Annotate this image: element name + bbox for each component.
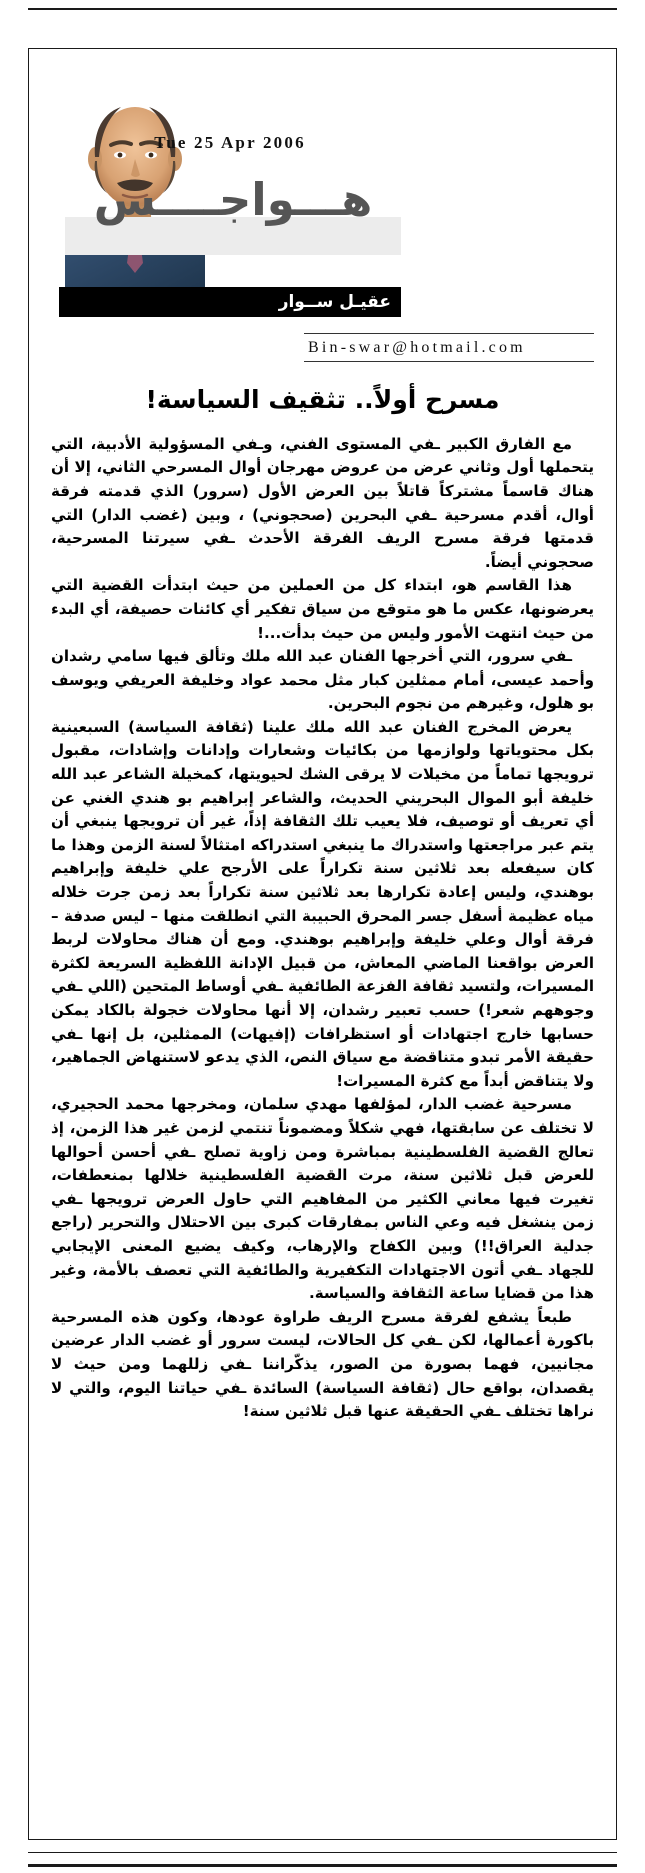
article-inner xyxy=(29,49,616,1839)
author-name: عقيـل ســوار xyxy=(278,292,391,312)
article-paragraph: طبعاً يشفع لفرقة مسرح الريف طراوة عودها، وكون هذه المسرحية باكورة أعمالها، لكن ـفي كل الحالات، ليست سرور أو غضب الدار عرضين مجانيين، فهما بصورة من الصور، يذكّراننا ـفي زللهما ومن حيث لا يقصدان، بواقع حال (ثقافة السياسة) السائدة ـفي حياتنا اليوم، والتي لا نراها تختلف ـفي الحقيقة عنها قبل ثلاثين سنة! xyxy=(51,1307,594,1421)
article-paragraph: هذا القاسم هو، ابتداء كل من العملين من حيث ابتدأت القضية التي يعرضونها، عكس ما هو متوقع من سياق تفكير أي كائنات حصيفة، أي البدء من حيث انتهت الأمور وليس من حيث بدأت...! xyxy=(51,576,594,642)
page-bottom-rule-thick xyxy=(28,1864,617,1867)
article-paragraph: مسرحية غضب الدار، لمؤلفها مهدي سلمان، ومخرجها محمد الحجيري، لا تختلف عن سابقتها، فهي شكلاً ومضموناً تنتمي لزمن غير هذا الزمن، إذ تعالج القضية الفلسطينية بمباشرة ومن زاوية تصلح ـفي أحسن أحوالها للعرض قبل ثلاثين سنة، مرت القضية الفلسطينية خلالها بمنعطفات، تغيرت فيها معاني الكثير من المفاهيم التي حاول العرض ترويجها ـفي زمن ينشغل فيه وعي الناس بمفارقات كبرى بين الاحتلال والتحرير (راجع جدلية العراق!!) وبين الكفاح والإرهاب، وكيف يضيع المعنى الإيجابي للجهاد ـفي أتون الاجتهادات التكفيرية والطائفية التي تعصف بالأمة، وغير هذا من قضايا ساعة الثقافة والسياسة. xyxy=(51,1095,594,1303)
page-bottom-rule-thin xyxy=(28,1852,617,1853)
article-paragraph: يعرض المخرج الفنان عبد الله ملك علينا (ثقافة السياسة) السبعينية بكل محتوياتها ولوازمها من بكائيات وشعارات وإدانات وإشادات، مقبول ترويجها تماماً من مخيلات لا يرقى الشك لحيويتها، كمخيلة الشاعر عبد الله خليفة أبو الموال البحريني الحديث، والشاعر إبراهيم بو هندي الغني عن أي تعريف أو توصيف، فلا يعيب تلك الثقافة إذاً، غير أن ترويجها ينبغي أن يتم عبر مراجعتها واستدراك ما ينبغي استدراكه امتثالاً لسنة الزمن وهذا ما كان سيفعله بعد ثلاثين سنة تكراراً على الأرجح علي خليفة وإبراهيم بوهندي، وليس إعادة تكرارها بعد ثلاثين سنة تكراراً بعد زمن جرت خلاله مياه عظيمة أسفل جسر المحرق الحبيبة التي انطلقت منها – ليس صدفة – فرقة أوال وعلي خليفة وإبراهيم بوهندي. ومع أن هناك محاولات لربط العرض بواقعنا الماضي المعاش، من قبيل الإدانة اللفظية السريعة لكثرة المسيرات، ولتسيد ثقافة الفزعة الطائفية ـفي أوساط المتحين (اللي ـفي وجوههم شعر!) حسب تعبير رشدان، إلا أنها محاولات خجولة بالكاد يمكن حسابها خارج اجتهادات أو استظرافات (إفيهات) الممثلين، بل إنها ـفي حقيقة الأمر تبدو متناقضة مع سياق النص، الذي يدعو لاستنهاض الجماهير، ولا يتناقض أبداً مع كثرة المسيرات! xyxy=(51,717,594,1090)
article-body xyxy=(51,433,594,1424)
article-paragraph: مع الفارق الكبير ـفي المستوى الفني، وـفي المسؤولية الأدبية، التي يتحملها أول وثاني عرض من عروض مهرجان أوال المسرحي الثاني، إلا أن هناك قاسماً مشتركاً قاتلاً بين العرض الأول (سرور) الذي قدمته فرقة أوال، أقدم مسرحية ـفي البحرين (صحجوني) ، وبين (غضب الدار) التي قدمتها فرقة مسرح الريف الفرقة الأحدث ـفي سيرتنا المسرحية، صحجوني أيضاً. xyxy=(51,434,594,571)
column-logo-text: هـــواجــــس xyxy=(93,173,373,226)
author-email-block xyxy=(304,333,594,362)
author-email[interactable]: Bin-swar@hotmail.com xyxy=(308,339,526,356)
publication-date: Tue 25 Apr 2006 xyxy=(154,133,306,152)
column-logo-band xyxy=(65,167,401,255)
author-name-bar xyxy=(59,287,401,317)
masthead xyxy=(51,59,594,327)
article-paragraph: ـفي سرور، التي أخرجها الفنان عبد الله ملك وتألق فيها سامي رشدان وأحمد عيسى، أمام ممثلين كبار مثل محمد عواد وخليفة العريفي ويوسف بو هلول، وغيرهم من نجوم البحرين. xyxy=(51,647,594,713)
article-frame xyxy=(28,48,617,1840)
page-top-rule xyxy=(28,8,617,10)
article-headline: مسرح أولاً.. تثقيف السياسة! xyxy=(145,385,500,414)
